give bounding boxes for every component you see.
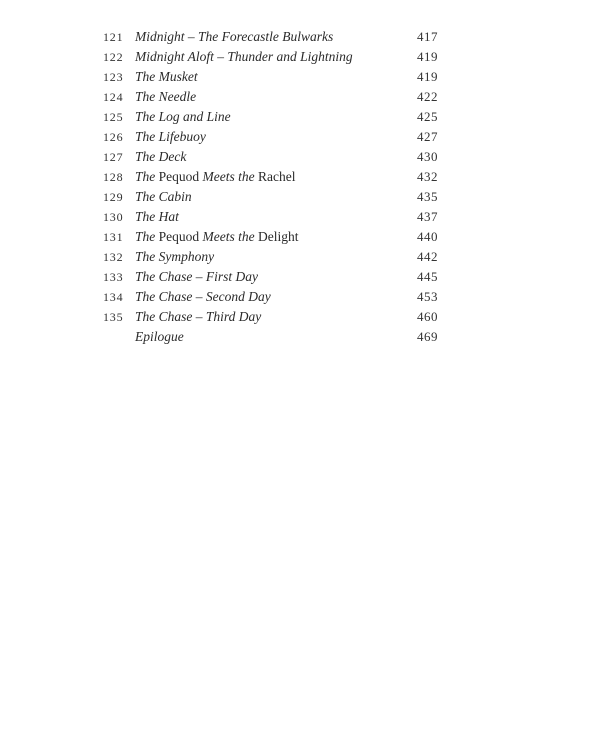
- chapter-title-segment: The: [135, 169, 159, 184]
- chapter-title-segment: Delight: [257, 229, 299, 244]
- page-number: 440: [417, 229, 438, 244]
- page-number: 435: [417, 189, 438, 204]
- chapter-number: 125: [103, 110, 124, 124]
- page-number: 419: [417, 49, 438, 64]
- toc-entry: [103, 287, 438, 307]
- table-of-contents: [103, 27, 438, 347]
- chapter-title: [135, 127, 206, 147]
- toc-entry: [103, 147, 438, 167]
- chapter-title-segment: The Chase – First Day: [135, 269, 258, 284]
- chapter-title: [135, 187, 192, 207]
- toc-entry: [103, 27, 438, 47]
- chapter-title: [135, 247, 214, 267]
- chapter-title-segment: The Deck: [135, 149, 187, 164]
- chapter-number: 127: [103, 150, 124, 164]
- chapter-title-segment: Rachel: [257, 169, 296, 184]
- chapter-title: [135, 67, 198, 87]
- toc-entry: [103, 247, 438, 267]
- chapter-title: [135, 307, 261, 327]
- chapter-number: 132: [103, 250, 124, 264]
- toc-entry: [103, 327, 438, 347]
- toc-entry: [103, 187, 438, 207]
- toc-entry: [103, 127, 438, 147]
- chapter-title-segment: Meets the: [202, 169, 258, 184]
- chapter-number: 121: [103, 30, 124, 44]
- chapter-title: [135, 267, 258, 287]
- chapter-title-segment: The Chase – Second Day: [135, 289, 271, 304]
- page-number: 422: [417, 89, 438, 104]
- chapter-title-segment: The Needle: [135, 89, 197, 104]
- chapter-title-segment: The: [135, 229, 159, 244]
- chapter-title: [135, 207, 179, 227]
- chapter-title-segment: Epilogue: [135, 329, 184, 344]
- page-number: 445: [417, 269, 438, 284]
- chapter-number: 135: [103, 310, 124, 324]
- chapter-number: 134: [103, 290, 124, 304]
- chapter-title-segment: Pequod: [158, 169, 203, 184]
- chapter-number: 124: [103, 90, 124, 104]
- toc-entry: [103, 167, 438, 187]
- chapter-title-segment: The Chase – Third Day: [135, 309, 262, 324]
- chapter-title: [135, 47, 353, 67]
- page-number: 432: [417, 169, 438, 184]
- chapter-number: 129: [103, 190, 124, 204]
- chapter-title: [135, 167, 295, 187]
- toc-entry: [103, 227, 438, 247]
- chapter-title: [135, 227, 298, 247]
- toc-entry: [103, 87, 438, 107]
- chapter-title: [135, 27, 333, 47]
- page-number: 419: [417, 69, 438, 84]
- chapter-title-segment: The Cabin: [135, 189, 192, 204]
- toc-entry: [103, 107, 438, 127]
- chapter-title-segment: The Symphony: [135, 249, 215, 264]
- page-number: 425: [417, 109, 438, 124]
- chapter-title-segment: The Lifebuoy: [135, 129, 206, 144]
- chapter-number: 126: [103, 130, 124, 144]
- chapter-number: 133: [103, 270, 124, 284]
- toc-entry: [103, 207, 438, 227]
- chapter-number: 128: [103, 170, 124, 184]
- page-number: 442: [417, 249, 438, 264]
- page-number: 427: [417, 129, 438, 144]
- page-number: 430: [417, 149, 438, 164]
- page-number: 460: [417, 309, 438, 324]
- chapter-number: 130: [103, 210, 124, 224]
- toc-entry: [103, 67, 438, 87]
- chapter-title-segment: The Hat: [135, 209, 179, 224]
- chapter-title-segment: Meets the: [202, 229, 258, 244]
- chapter-title: [135, 107, 231, 127]
- chapter-title: [135, 147, 186, 167]
- chapter-title: [135, 327, 184, 347]
- page-number: 469: [417, 329, 438, 344]
- page-number: 453: [417, 289, 438, 304]
- toc-entry: [103, 47, 438, 67]
- chapter-number: 131: [103, 230, 124, 244]
- chapter-title: [135, 287, 271, 307]
- toc-entry: [103, 267, 438, 287]
- chapter-number: 122: [103, 50, 124, 64]
- chapter-title-segment: The Musket: [135, 69, 198, 84]
- chapter-title: [135, 87, 196, 107]
- chapter-title-segment: The Log and Line: [135, 109, 231, 124]
- chapter-title-segment: Pequod: [158, 229, 203, 244]
- chapter-title-segment: Midnight – The Forecastle Bulwarks: [135, 29, 334, 44]
- chapter-title-segment: Midnight Aloft – Thunder and Lightning: [135, 49, 353, 64]
- page-number: 437: [417, 209, 438, 224]
- chapter-number: 123: [103, 70, 124, 84]
- toc-entry: [103, 307, 438, 327]
- page-number: 417: [417, 29, 438, 44]
